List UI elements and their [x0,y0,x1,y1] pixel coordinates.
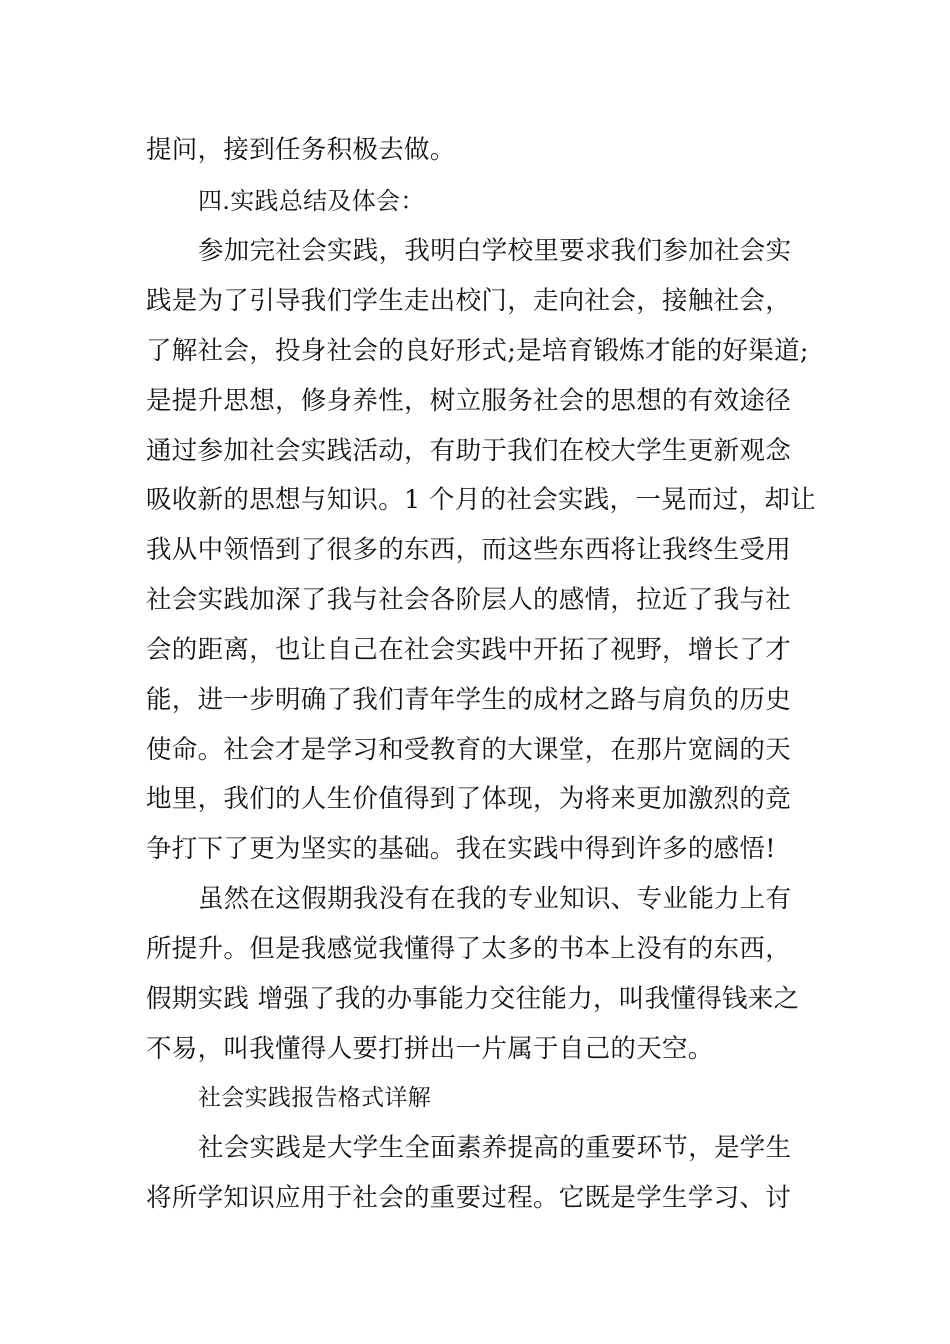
text-line: 践是为了引导我们学生走出校门，走向社会，接触社会， [146,286,792,316]
text-line: 我从中领悟到了很多的东西，而这些东西将让我终生受用 [146,535,792,565]
text-line: 了解社会，投身社会的良好形式;是培育锻炼才能的好渠道; [146,336,809,366]
text-line: 将所学知识应用于社会的重要过程。它既是学生学习、讨 [146,1183,792,1213]
text-line: 地里，我们的人生价值得到了体现，为将来更加激烈的竞 [146,784,792,814]
section-heading: 四.实践总结及体会： [198,187,425,215]
text-line: 争打下了更为坚实的基础。我在实践中得到许多的感悟! [146,834,776,864]
text-line: 社会实践是大学生全面素养提高的重要环节，是学生 [198,1133,792,1163]
text-line: 能，进一步明确了我们青年学生的成材之路与肩负的历史 [146,685,792,715]
text-line: 是提升思想，修身养性，树立服务社会的思想的有效途径 [146,386,792,416]
text-line: 社会实践加深了我与社会各阶层人的感情，拉近了我与社 [146,585,792,615]
text-line: 所提升。但是我感觉我懂得了太多的书本上没有的东西， [146,934,792,964]
text-line: 不易，叫我懂得人要打拼出一片属于自己的天空。 [146,1034,714,1064]
text-line: 通过参加社会实践活动，有助于我们在校大学生更新观念 [146,436,792,466]
text-line: 假期实践 增强了我的办事能力交往能力，叫我懂得钱来之 [146,984,800,1014]
text-line: 参加完社会实践，我明白学校里要求我们参加社会实 [198,236,792,266]
text-line: 提问，接到任务积极去做。 [146,135,456,165]
subheading: 社会实践报告格式详解 [198,1085,431,1111]
text-line: 虽然在这假期我没有在我的专业知识、专业能力上有 [198,884,792,914]
text-line: 吸收新的思想与知识。1 个月的社会实践，一晃而过，却让 [146,485,816,515]
text-line: 会的距离，也让自己在社会实践中开拓了视野，增长了才 [146,635,792,665]
text-line: 使命。社会才是学习和受教育的大课堂，在那片宽阔的天 [146,735,792,765]
